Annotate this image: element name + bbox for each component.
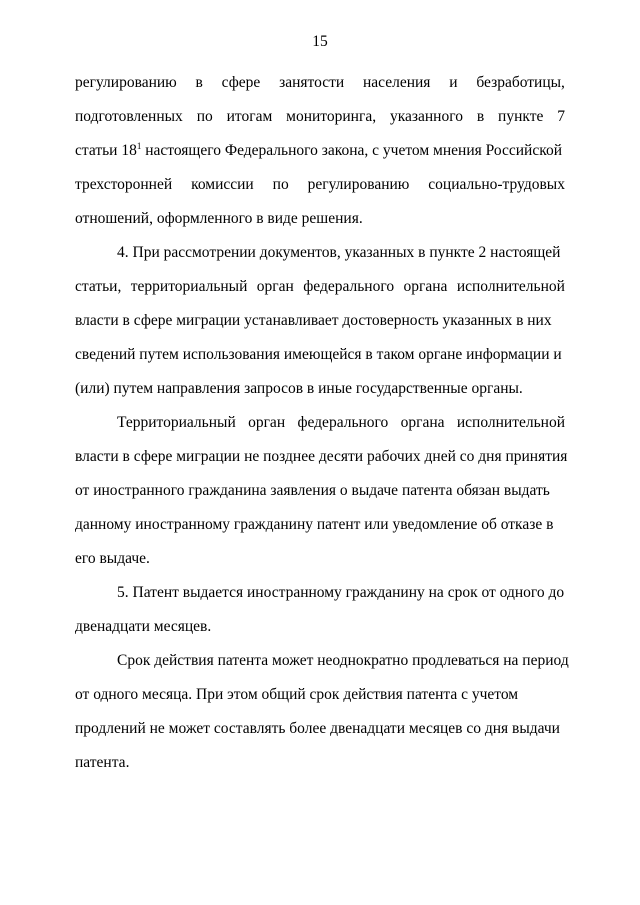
footnote-superscript: 1 — [136, 140, 142, 151]
text-line-3: статьи $18^1$ настоящего Федерального закона, с учетом мнения Российской — [75, 140, 563, 159]
text-line-1: регулированию в сфере занятости населения и безработицы, — [75, 74, 565, 91]
document-body — [75, 66, 569, 780]
text-line-8: власти в сфере миграции устанавливает достоверность указанных в них — [75, 312, 552, 329]
text-line-14: данному иностранному гражданину патент или уведомление об отказе в — [75, 516, 554, 533]
text-line-5: отношений, оформленного в виде решения. — [75, 210, 363, 227]
text-line-20: продлений не может составлять более двенадцати месяцев со дня выдачи — [75, 720, 560, 737]
text-line-11: Территориальный орган федерального органа исполнительной — [117, 414, 565, 431]
text-line-17: двенадцати месяцев. — [75, 618, 212, 635]
page-number: 15 — [312, 33, 328, 50]
text-line-2: подготовленных по итогам мониторинга, указанного в пункте 7 — [75, 108, 565, 125]
text-line-13: от иностранного гражданина заявления о выдаче патента обязан выдать — [75, 482, 550, 499]
text-line-21: патента. — [75, 754, 130, 771]
text-line-7: статьи, территориальный орган федерального органа исполнительной — [75, 278, 565, 295]
text-line-10: (или) путем направления запросов в иные государственные органы. — [75, 380, 523, 397]
text-line-15: его выдаче. — [75, 550, 150, 567]
text-line-18: Срок действия патента может неоднократно продлеваться на период — [117, 652, 569, 669]
text-line-6: 4. При рассмотрении документов, указанных в пункте 2 настоящей — [117, 244, 561, 261]
text-line-12: власти в сфере миграции не позднее десяти рабочих дней со дня принятия — [75, 448, 568, 465]
text-line-4: трехсторонней комиссии по регулированию социально-трудовых — [75, 176, 565, 193]
text-line-9: сведений путем использования имеющейся в таком органе информации и — [75, 346, 562, 363]
text-line-16: 5. Патент выдается иностранному гражданину на срок от одного до — [117, 584, 565, 601]
text-line-19: от одного месяца. При этом общий срок действия патента с учетом — [75, 686, 519, 703]
